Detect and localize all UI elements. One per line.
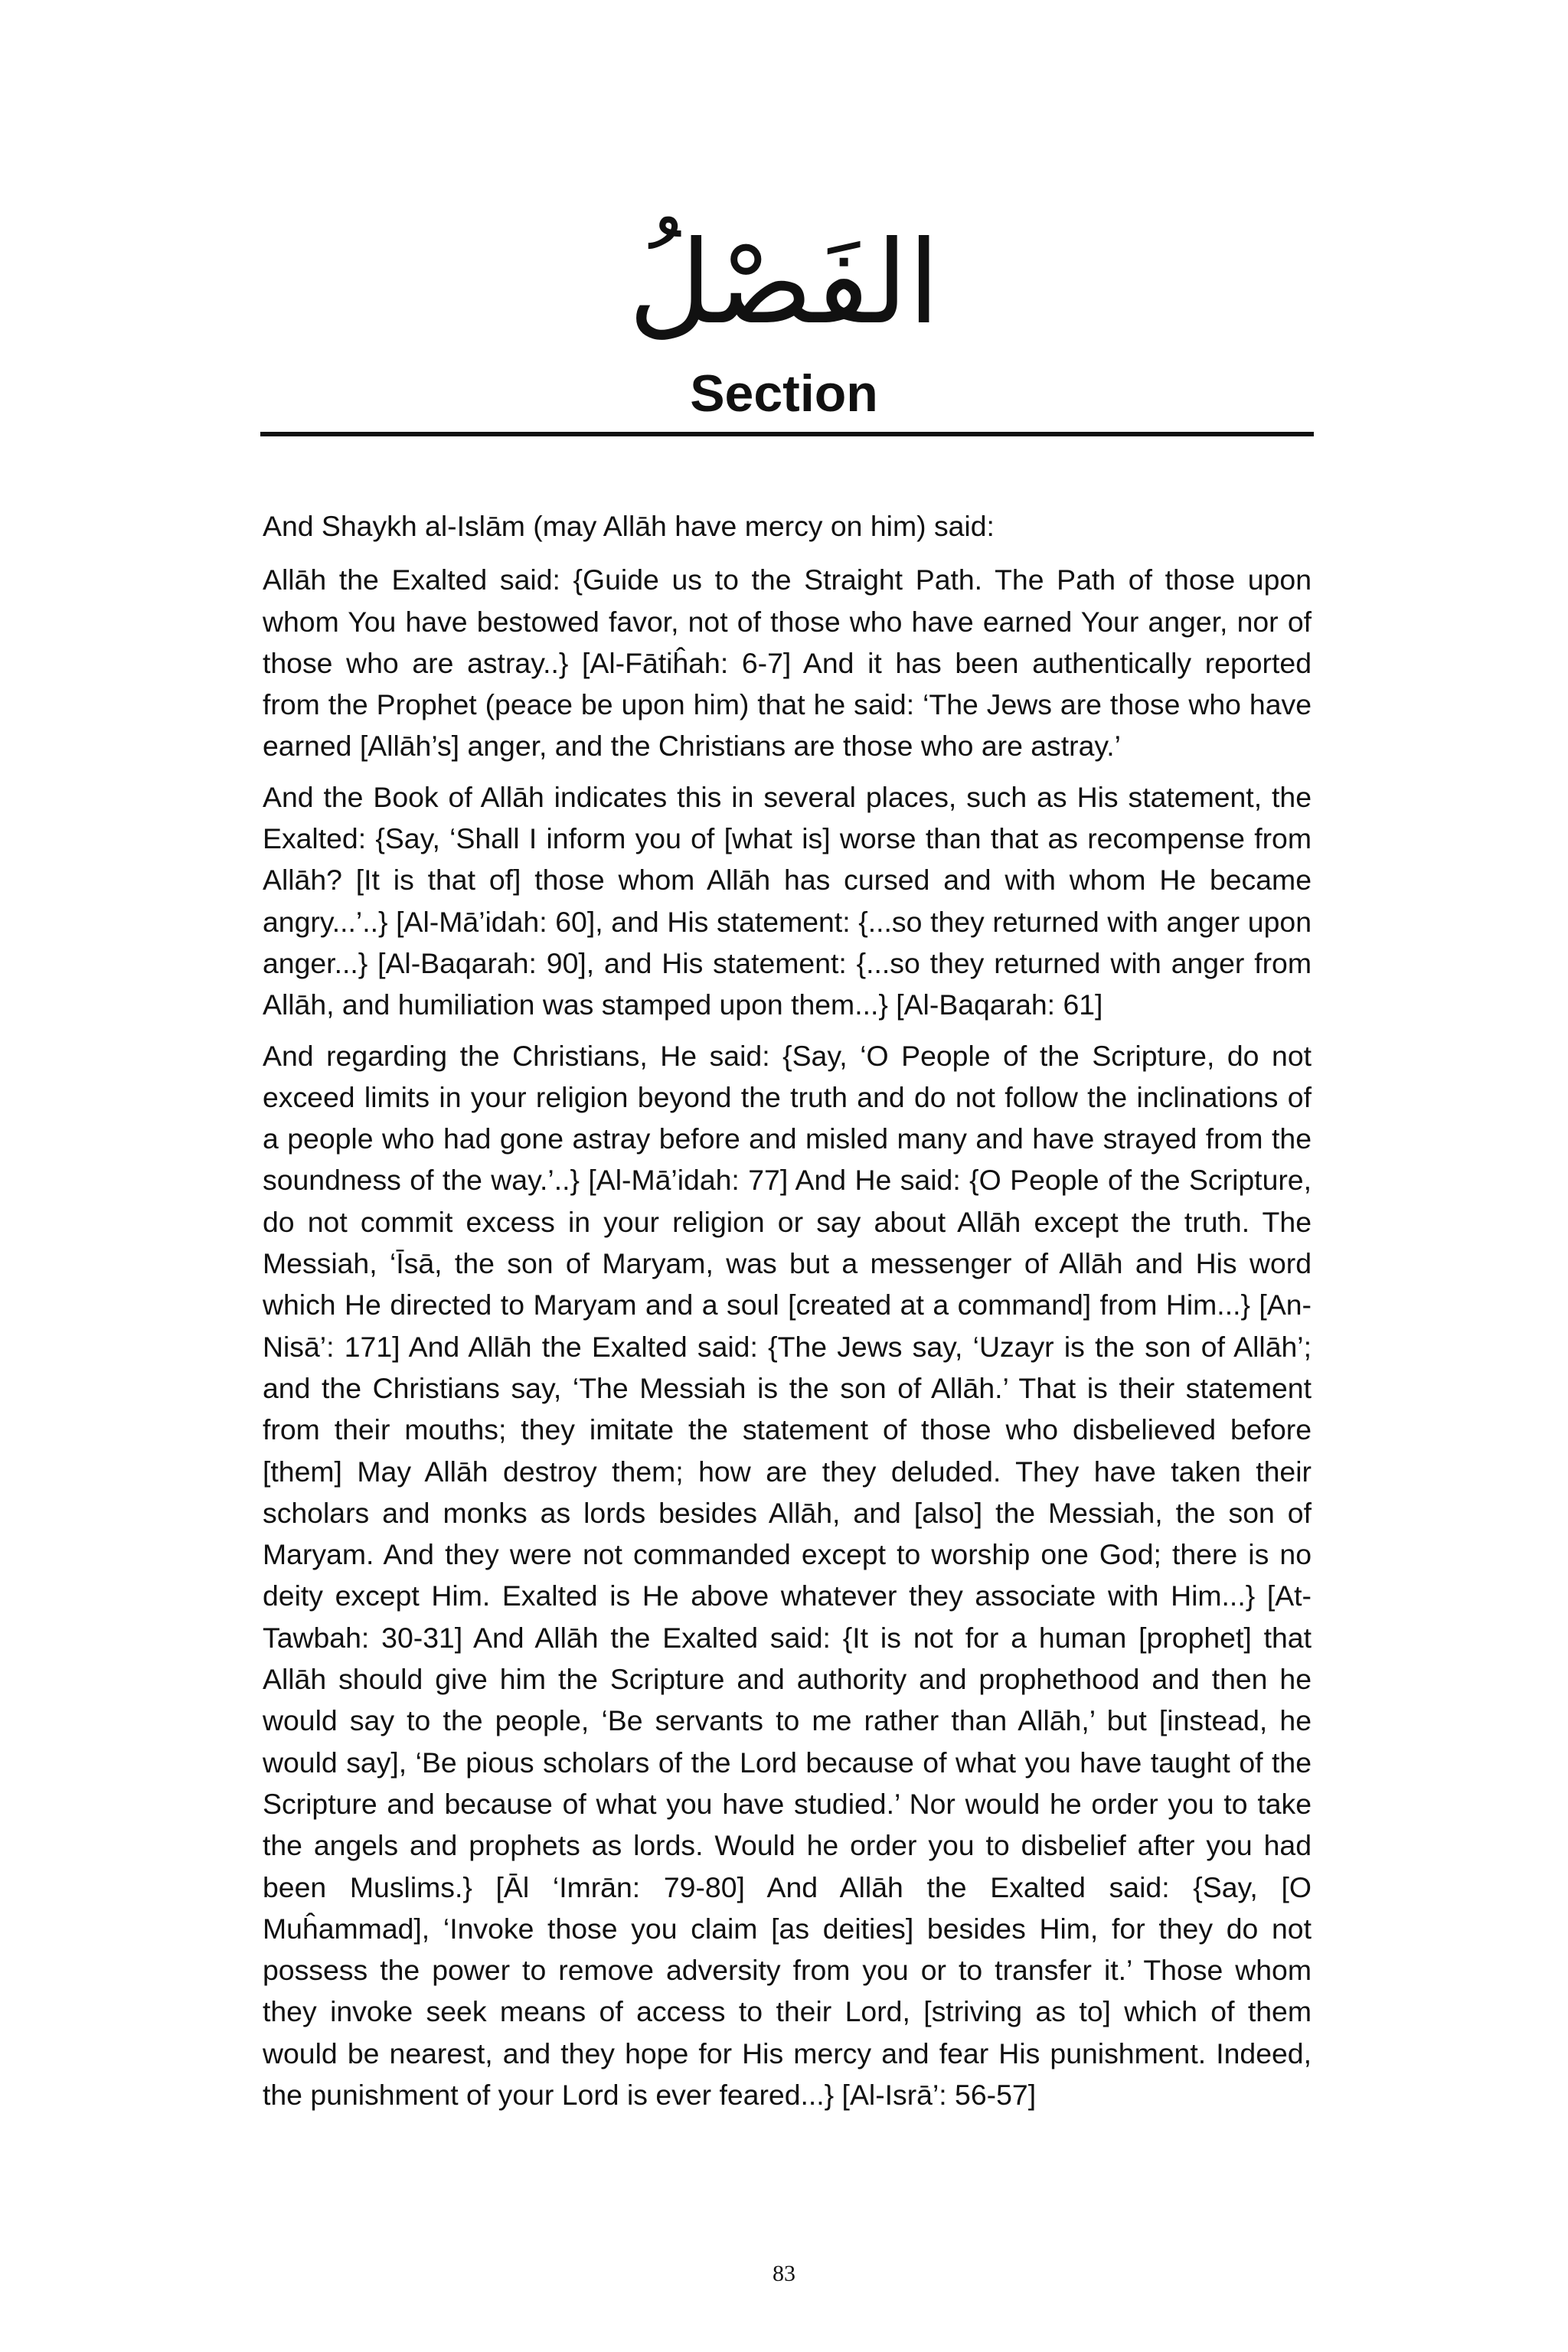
intro-paragraph: And Shaykh al-Islām (may Allāh have mercy on him) said: (263, 510, 995, 542)
paragraph-fatihah: Allāh the Exalted said: {Guide us to the Straight Path. The Path of those upon whom You have bestowed favor, not of those who have earned Your anger, nor of those who are astray..} [Al-Fātiĥah: 6-7] And it has been authentically reported from the Prophet (peace be upon him) that he said: ‘The Jews are those who have earned [Allāh’s] anger, and the Christians are those who are astray.’ (263, 564, 1312, 763)
paragraph-book-of-allah: And the Book of Allāh indicates this in several places, such as His statement, the Exalted: {Say, ‘Shall I inform you of [what is] worse than that as recompense from Allāh? [It is that of] those whom Allāh has cursed and with whom He became angry...’..} [Al-Mā’idah: 60], and His statement: {...so they returned with anger upon anger...} [Al-Baqarah: 90], and His statement: {...so they returned with anger from Allāh, and humiliation was stamped upon them...} [Al-Baqarah: 61] (263, 780, 1312, 1021)
title-divider (260, 432, 1314, 436)
body-text (263, 505, 1312, 2125)
paragraph-christians: And regarding the Christians, He said: {Say, ‘O People of the Scripture, do not exceed limits in your religion beyond the truth and do not follow the inclinations of a people who had gone astray before and misled many and have strayed from the soundness of the way.’..} [Al-Mā’idah: 77] And He said: {O People of the Scripture, do not commit excess in your religion or say about Allāh except the truth. The Messiah, ‘Īsā, the son of Maryam, was but a messenger of Allāh and His word which He directed to Maryam and a soul [created at a command] from Him...} [An-Nisā’: 171] And Allāh the Exalted said: {The Jews say, ‘Uzayr is the son of Allāh’; and the Christians say, ‘The Messiah is the son of Allāh.’ That is their statement from their mouths; they imitate the statement of those who disbelieved before [them] May Allāh destroy them; how are they deluded. They have taken their scholars and monks as lords besides Allāh, and [also] the Messiah, the son of Maryam. And they were not commanded except to worship one God; there is no deity except Him. Exalted is He above whatever they associate with Him...} [At-Tawbah: 30-31] And Allāh the Exalted said: {It is not for a human [prophet] that Allāh should give him the Scripture and authority and prophethood and then he would say to the people, ‘Be servants to me rather than Allāh,’ but [instead, he would say], ‘Be pious scholars of the Lord because of what you have taught of the Scripture and because of what you have studied.’ Nor would he order you to take the angels and prophets as lords. Would he order you to disbelief after you had been Muslims.} [Āl ‘Imrān: 79-80] And Allāh the Exalted said: {Say, [O Muĥammad], ‘Invoke those you claim [as deities] besides Him, for they do not possess the power to remove adversity from you or to transfer it.’ Those whom they invoke seek means of access to their Lord, [striving as to] which of them would be nearest, and they hope for His mercy and fear His punishment. Indeed, the punishment of your Lord is ever feared...} [Al-Isrā’: 56-57] (263, 1039, 1312, 2111)
page-number: 83 (773, 2261, 795, 2286)
section-title: Section (690, 364, 878, 423)
arabic-chapter-heading: الفَصْلُ (628, 217, 940, 350)
